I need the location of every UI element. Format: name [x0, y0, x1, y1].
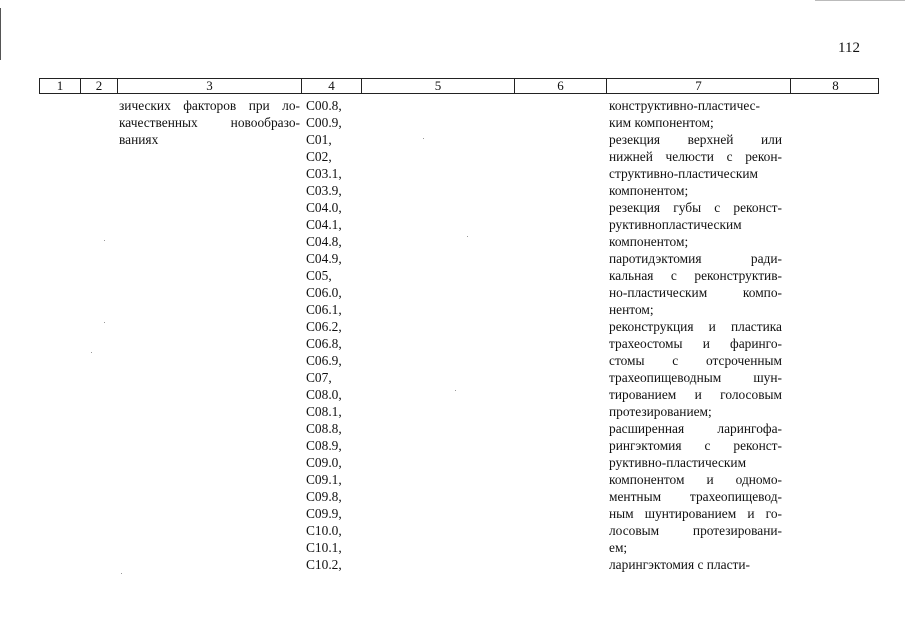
- icd-code-line: C06.1,: [306, 302, 342, 317]
- treatment-text-line: ларингэктомия с пласти-: [609, 557, 750, 572]
- scan-speck: [104, 240, 105, 241]
- scan-speck: [423, 138, 424, 139]
- icd-code-line: C06.8,: [306, 336, 342, 351]
- treatment-text-line: руктивно-пластическим: [609, 455, 747, 470]
- treatment-text-line: резекция губы с реконст-: [609, 200, 782, 215]
- icd-code-line: C03.9,: [306, 183, 342, 198]
- treatment-text-line: трахеостомы и фаринго-: [609, 336, 782, 351]
- treatment-text-line: стомы с отсроченным: [609, 353, 782, 368]
- icd-code-line: C09.1,: [306, 472, 342, 487]
- treatment-text-line: протезированием;: [609, 404, 712, 419]
- page-number: 112: [838, 40, 860, 56]
- treatment-text-line: компонентом;: [609, 234, 689, 249]
- icd-code-line: C04.9,: [306, 251, 342, 266]
- icd-code-line: C04.0,: [306, 200, 342, 215]
- table-header-row: [39, 78, 879, 94]
- column-3-diagnosis-text: [119, 97, 300, 148]
- column-7-treatment-text: [609, 97, 782, 573]
- scan-speck: [121, 573, 122, 574]
- icd-code-line: C08.0,: [306, 387, 342, 402]
- treatment-text-line: компонентом и одномо-: [609, 472, 782, 487]
- icd-code-line: C09.0,: [306, 455, 342, 470]
- icd-code-line: C05,: [306, 268, 332, 283]
- treatment-text-line: паротидэктомия ради-: [609, 251, 782, 266]
- icd-code-line: C09.8,: [306, 489, 342, 504]
- icd-code-line: C03.1,: [306, 166, 342, 181]
- diagnosis-text-line: зических факторов при ло-: [119, 98, 300, 113]
- icd-code-line: C06.2,: [306, 319, 342, 334]
- column-header-3: 3: [117, 79, 301, 93]
- diagnosis-text-line: ваниях: [119, 132, 159, 147]
- treatment-text-line: руктивнопластическим: [609, 217, 742, 232]
- scan-speck: [104, 322, 105, 323]
- icd-code-line: C08.8,: [306, 421, 342, 436]
- icd-code-line: C06.0,: [306, 285, 342, 300]
- column-header-4: 4: [301, 79, 361, 93]
- icd-code-line: C08.1,: [306, 404, 342, 419]
- column-header-8: 8: [790, 79, 880, 93]
- treatment-text-line: рингэктомия с реконст-: [609, 438, 782, 453]
- treatment-text-line: но-пластическим компо-: [609, 285, 782, 300]
- icd-code-line: C06.9,: [306, 353, 342, 368]
- treatment-text-line: нижней челюсти с рекон-: [609, 149, 782, 164]
- icd-code-line: C01,: [306, 132, 332, 147]
- treatment-text-line: расширенная ларингофа-: [609, 421, 782, 436]
- treatment-text-line: нентом;: [609, 302, 654, 317]
- treatment-text-line: конструктивно-пластичес-: [609, 98, 761, 113]
- icd-code-line: C04.8,: [306, 234, 342, 249]
- scan-speck: [455, 390, 456, 391]
- treatment-text-line: ким компонентом;: [609, 115, 714, 130]
- column-header-2: 2: [80, 79, 117, 93]
- icd-code-line: C02,: [306, 149, 332, 164]
- icd-code-line: C00.9,: [306, 115, 342, 130]
- diagnosis-text-line: качественных новообразо-: [119, 115, 300, 130]
- scan-edge-rule: [815, 0, 905, 1]
- icd-code-line: C10.2,: [306, 557, 342, 572]
- scan-speck: [467, 236, 468, 237]
- icd-code-line: C10.1,: [306, 540, 342, 555]
- treatment-text-line: компонентом;: [609, 183, 689, 198]
- page-edge-rule: [0, 8, 1, 60]
- icd-code-line: C04.1,: [306, 217, 342, 232]
- icd-code-line: C07,: [306, 370, 332, 385]
- column-header-6: 6: [514, 79, 606, 93]
- icd-code-line: C00.8,: [306, 98, 342, 113]
- treatment-text-line: резекция верхней или: [609, 132, 782, 147]
- treatment-text-line: ем;: [609, 540, 628, 555]
- column-4-icd-codes: [306, 97, 366, 573]
- treatment-text-line: тированием и голосовым: [609, 387, 782, 402]
- icd-code-line: C09.9,: [306, 506, 342, 521]
- column-header-1: 1: [56, 78, 64, 93]
- column-header-5: 5: [361, 79, 514, 93]
- treatment-text-line: трахеопищеводным шун-: [609, 370, 782, 385]
- treatment-text-line: лосовым протезировани-: [609, 523, 782, 538]
- icd-code-line: C10.0,: [306, 523, 342, 538]
- treatment-text-line: ным шунтированием и го-: [609, 506, 782, 521]
- icd-code-line: C08.9,: [306, 438, 342, 453]
- treatment-text-line: структивно-пластическим: [609, 166, 759, 181]
- column-header-7: 7: [606, 79, 790, 93]
- treatment-text-line: ментным трахеопищевод-: [609, 489, 782, 504]
- treatment-text-line: кальная с реконструктив-: [609, 268, 782, 283]
- scan-speck: [91, 352, 92, 353]
- treatment-text-line: реконструкция и пластика: [609, 319, 782, 334]
